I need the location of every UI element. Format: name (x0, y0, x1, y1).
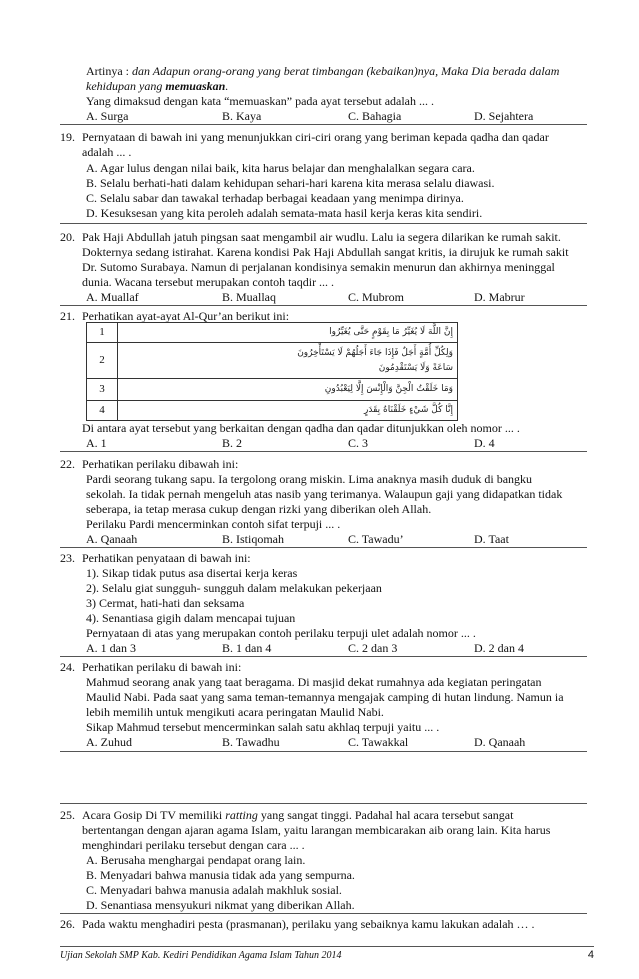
page-footer (60, 946, 594, 961)
q19-option-d[interactable]: D. Kesuksesan yang kita peroleh adalah semata-mata hasil kerja keras kita sendiri. (86, 206, 483, 220)
q20-option-c[interactable]: C. Mubrom (348, 290, 405, 304)
q23-option-a[interactable]: A. 1 dan 3 (86, 641, 136, 655)
q18-artinya-line1 (86, 64, 559, 79)
q22-option-a[interactable]: A. Qanaah (86, 532, 138, 546)
q25-stem-line2: bertentangan dengan ajaran agama Islam, yaitu larangan membicarakan aib orang lain. Kita harus (82, 823, 551, 837)
divider (60, 803, 587, 804)
q23-option-c[interactable]: C. 2 dan 3 (348, 641, 398, 655)
ayat-number: 4 (87, 401, 118, 421)
q25-stem-line1: Acara Gosip Di TV memiliki ratting yang sangat tinggi. Padahal hal acara tersebut sangat (82, 808, 514, 822)
q20-stem-line3: Dr. Sutomo Surabaya. Namun di perjalanan kondisinya semakin menurun dan akhirnya meninggal (82, 260, 555, 274)
q22-number: 22. (60, 457, 75, 471)
q25-stem-line3: menghindari perilaku tersebut dengan cara ... . (82, 838, 305, 852)
q19-stem-line2: adalah ... . (82, 145, 132, 159)
q23-item-3: 3) Cermat, hati-hati dan seksama (86, 596, 245, 610)
q24-question: Sikap Mahmud tersebut mencerminkan salah satu akhlaq terpuji yaitu ... . (86, 720, 440, 734)
q22-option-b[interactable]: B. Istiqomah (222, 532, 284, 546)
q23-item-1: 1). Sikap tidak putus asa disertai kerja keras (86, 566, 298, 580)
page-number: 4 (587, 949, 594, 961)
q18-option-b[interactable]: B. Kaya (222, 109, 262, 123)
q19-option-b[interactable]: B. Selalu berhati-hati dalam kehidupan sehari-hari karena kita merasa selalu diawasi. (86, 176, 495, 190)
q24-intro: Perhatikan perilaku di bawah ini: (82, 660, 242, 674)
q20-stem-line2: Dokternya sedang istirahat. Karena kondisi Pak Haji Abdullah sangat kritis, ia dirujuk ke rumah sakit (82, 245, 569, 259)
ayat-text-multiline: ﻭَﻟِﻜُﻞِّ ﺃُﻣَّﺔٍ ﺃَﺟَﻞٌ ﻓَﺈِﺫَﺍ ﺟَﺎﺀَ ﺃَﺟَﻠُﻬُﻢْ ﻟَﺎ ﻳَﺴْﺘَﺄْﺧِﺮُﻭﻥَ ﺳَﺎﻋَﺔً ﻭَﻟَﺎ ﻳَﺴْﺘَﻘْﺪِﻣُﻮﻥَ (118, 343, 458, 379)
ayat-text: ﻭَﻣَﺎ ﺧَﻠَﻘْﺖُ ﺍﻟْﺠِﻦَّ ﻭَﺍﻟْﺈِﻧْﺲَ ﺇِﻟَّﺎ ﻟِﻴَﻌْﺒُﺪُﻭﻥِ (118, 379, 458, 401)
ayat-table (86, 322, 458, 421)
q23-option-d[interactable]: D. 2 dan 4 (474, 641, 524, 655)
divider (60, 305, 587, 306)
q19-option-c[interactable]: C. Selalu sabar dan tawakal terhadap berbagai keadaan yang menimpa dirinya. (86, 191, 464, 205)
q25-option-b[interactable]: B. Menyadari bahwa manusia tidak ada yang sempurna. (86, 868, 355, 882)
q25-option-a[interactable]: A. Berusaha menghargai pendapat orang lain. (86, 853, 306, 867)
ayat-number: 2 (87, 343, 118, 379)
q25-italic-word: ratting (225, 808, 258, 822)
q18-question: Yang dimaksud dengan kata “memuaskan” pada ayat tersebut adalah ... . (86, 94, 434, 108)
ayat-number: 3 (87, 379, 118, 401)
q18-artinya-text: dan Adapun orang-orang yang berat timbangan (kebaikan)nya, Maka Dia berada dalam (132, 64, 560, 78)
ayat-text: ﺇِﻧَّﺎ ﻛُﻞَّ ﺷَﻲْﺀٍ ﺧَﻠَﻘْﻨَﺎﻩُ ﺑِﻘَﺪَﺭٍ (118, 401, 458, 421)
q23-question: Pernyataan di atas yang merupakan contoh perilaku terpuji ulet adalah nomor ... . (86, 626, 476, 640)
q21-option-b[interactable]: B. 2 (222, 436, 243, 450)
q20-number: 20. (60, 230, 75, 244)
q23-item-4: 4). Senantiasa gigih dalam mencapai tujuan (86, 611, 296, 625)
q21-option-d[interactable]: D. 4 (474, 436, 495, 450)
q24-option-b[interactable]: B. Tawadhu (222, 735, 280, 749)
q20-option-a[interactable]: A. Muallaf (86, 290, 139, 304)
q19-number: 19. (60, 130, 75, 144)
q18-option-d[interactable]: D. Sejahtera (474, 109, 534, 123)
q20-stem-line1: Pak Haji Abdullah jatuh pingsan saat mengambil air wudlu. Lalu ia segera dilarikan ke rumah sakit. (82, 230, 561, 244)
q24-passage-line3: lebih memilih untuk mengikuti acara peringatan Maulid Nabi. (86, 705, 384, 719)
q22-passage-line2: sekolah. Ia tidak pernah mengeluh atas nasib yang terimanya. Walaupun gaji yang didapatkan tidak (86, 487, 563, 501)
q18-artinya-line2: kehidupan yang memuaskan. (86, 79, 229, 93)
ayat-text: ﺇِﻥَّ ﺍﻟﻠَّﻪَ ﻟَﺎ ﻳُﻐَﻴِّﺮُ ﻣَﺎ ﺑِﻘَﻮْﻡٍ ﺣَﺘَّﻰ ﻳُﻐَﻴِّﺮُﻭﺍ (118, 323, 458, 343)
q24-option-c[interactable]: C. Tawakkal (348, 735, 409, 749)
q18-option-c[interactable]: C. Bahagia (348, 109, 402, 123)
q18-emphasis-word: memuaskan (165, 79, 226, 93)
q22-passage-line3: seberapa, ia tetap merasa cukup dengan rizki yang diberikan oleh Allah. (86, 502, 432, 516)
divider (60, 124, 587, 125)
divider (60, 913, 587, 914)
q19-option-a[interactable]: A. Agar lulus dengan nilai baik, kita harus belajar dan menghalalkan segara cara. (86, 161, 475, 175)
q24-option-a[interactable]: A. Zuhud (86, 735, 132, 749)
q20-option-d[interactable]: D. Mabrur (474, 290, 525, 304)
q18-artinya-prefix: Artinya : (86, 64, 132, 78)
ayat-row (87, 343, 458, 379)
q25-option-d[interactable]: D. Senantiasa mensyukuri nikmat yang diberikan Allah. (86, 898, 355, 912)
q22-option-d[interactable]: D. Taat (474, 532, 509, 546)
q20-stem-line4: dunia. Wacana tersebut merupakan contoh taqdir ... . (82, 275, 335, 289)
q23-number: 23. (60, 551, 75, 565)
q24-number: 24. (60, 660, 75, 674)
divider (60, 451, 587, 452)
q21-question: Di antara ayat tersebut yang berkaitan dengan qadha dan qadar ditunjukkan oleh nomor ... . (82, 421, 520, 435)
q24-option-d[interactable]: D. Qanaah (474, 735, 526, 749)
q22-intro: Perhatikan perilaku dibawah ini: (82, 457, 239, 471)
divider (60, 547, 587, 548)
q25-number: 25. (60, 808, 75, 822)
q21-intro: Perhatikan ayat-ayat Al-Qur’an berikut ini: (82, 309, 290, 323)
ayat-row (87, 323, 458, 343)
q21-option-a[interactable]: A. 1 (86, 436, 107, 450)
q26-stem: Pada waktu menghadiri pesta (prasmanan), perilaku yang sebaiknya kamu lakukan adalah … . (82, 917, 535, 931)
divider (60, 223, 587, 224)
ayat-row (87, 401, 458, 421)
q21-number: 21. (60, 309, 75, 323)
q22-passage-line1: Pardi seorang tukang sapu. Ia tergolong orang miskin. Lima anaknya masih duduk di bangku (86, 472, 533, 486)
q20-option-b[interactable]: B. Muallaq (222, 290, 276, 304)
q22-option-c[interactable]: C. Tawadu’ (348, 532, 404, 546)
divider (60, 656, 587, 657)
q25-option-c[interactable]: C. Menyadari bahwa manusia adalah makhluk sosial. (86, 883, 342, 897)
footer-text: Ujian Sekolah SMP Kab. Kediri Pendidikan Agama Islam Tahun 2014 (60, 950, 342, 961)
q24-passage-line1: Mahmud seorang anak yang taat beragama. Di masjid dekat rumahnya ada kegiatan peringatan (86, 675, 542, 689)
q26-number: 26. (60, 917, 75, 931)
ayat-number: 1 (87, 323, 118, 343)
q23-intro: Perhatikan penyataan di bawah ini: (82, 551, 251, 565)
divider (60, 751, 587, 752)
ayat-row (87, 379, 458, 401)
q21-option-c[interactable]: C. 3 (348, 436, 369, 450)
q24-passage-line2: Maulid Nabi. Pada saat yang sama teman-temannya mengajak camping di hutan lindung. Namun ia (86, 690, 564, 704)
q18-option-a[interactable]: A. Surga (86, 109, 129, 123)
q23-item-2: 2). Selalu giat sungguh- sungguh dalam melakukan pekerjaan (86, 581, 382, 595)
q22-question: Perilaku Pardi mencerminkan contoh sifat terpuji ... . (86, 517, 341, 531)
q19-stem-line1: Pernyataan di bawah ini yang menunjukkan ciri-ciri orang yang beriman kepada qadha dan qadar (82, 130, 549, 144)
q23-option-b[interactable]: B. 1 dan 4 (222, 641, 272, 655)
